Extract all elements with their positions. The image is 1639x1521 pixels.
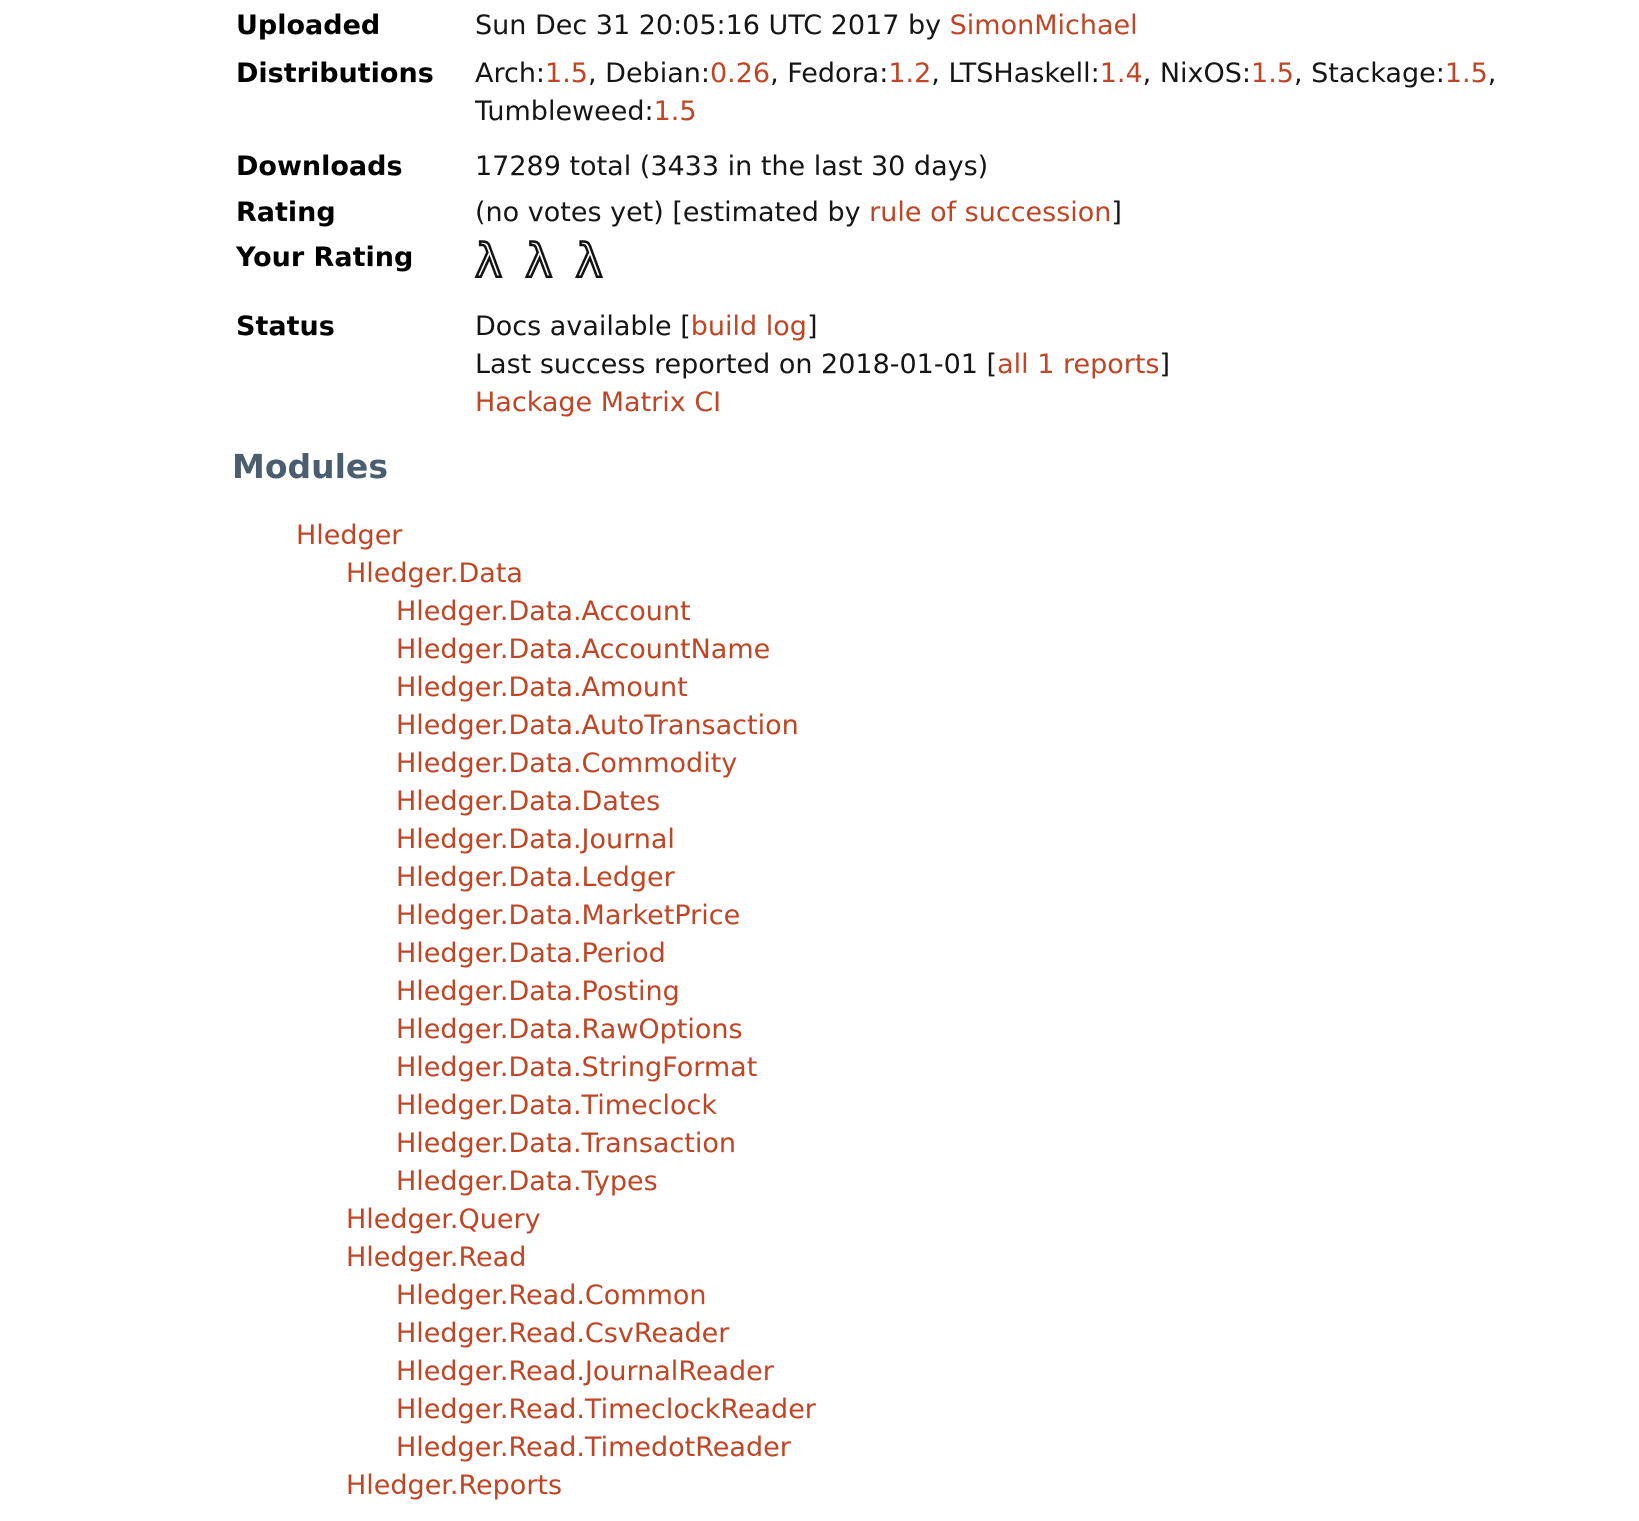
module-link[interactable]: Hledger.Query xyxy=(346,1204,541,1235)
distribution-version-link[interactable]: 1.5 xyxy=(545,58,588,89)
distribution-name: Stackage: xyxy=(1311,58,1445,89)
status-text: ] xyxy=(806,311,818,342)
distribution-name: NixOS: xyxy=(1159,58,1252,89)
module-link[interactable]: Hledger.Reports xyxy=(346,1470,563,1501)
module-link[interactable]: Hledger.Data.Amount xyxy=(396,672,688,703)
module-tree-item xyxy=(232,1125,1639,1163)
property-row-rating xyxy=(236,191,1600,237)
distribution-name: LTSHaskell: xyxy=(948,58,1100,89)
status-line xyxy=(475,384,1600,422)
rating-label: Rating xyxy=(236,197,336,228)
module-tree-item xyxy=(232,1277,1639,1315)
module-tree-item xyxy=(232,631,1639,669)
property-row-downloads xyxy=(236,143,1600,191)
distribution-version-link[interactable]: 1.5 xyxy=(653,96,697,127)
status-link[interactable]: build log xyxy=(690,311,807,342)
module-tree-item xyxy=(232,897,1639,935)
module-tree-item xyxy=(232,1239,1639,1277)
your-rating-value xyxy=(475,234,1600,298)
module-link[interactable]: Hledger.Read.TimeclockReader xyxy=(396,1394,816,1425)
module-tree-item xyxy=(232,1429,1639,1467)
module-tree-item xyxy=(232,593,1639,631)
distribution-name: Arch: xyxy=(475,58,546,89)
property-row-distributions xyxy=(236,50,1600,143)
uploader-link[interactable]: SimonMichael xyxy=(949,10,1138,41)
distribution-version-link[interactable]: 1.2 xyxy=(888,58,932,89)
module-tree xyxy=(232,517,1639,1505)
module-tree-item xyxy=(232,973,1639,1011)
distribution-separator: , xyxy=(1142,58,1160,89)
status-link[interactable]: all 1 reports xyxy=(997,349,1160,380)
distributions-value xyxy=(475,50,1600,143)
module-link[interactable]: Hledger.Read.TimedotReader xyxy=(396,1432,791,1463)
distribution-separator: , xyxy=(1487,58,1497,89)
status-link[interactable]: Hackage Matrix CI xyxy=(475,387,722,418)
distribution-separator: , xyxy=(931,58,949,89)
lambda-rating-icon[interactable]: λ xyxy=(475,234,503,288)
property-row-your-rating xyxy=(236,237,1600,298)
downloads-label: Downloads xyxy=(236,151,403,182)
module-tree-item xyxy=(232,1391,1639,1429)
status-label: Status xyxy=(236,311,335,342)
module-tree-item xyxy=(232,821,1639,859)
distribution-version-link[interactable]: 1.5 xyxy=(1444,58,1488,89)
module-link[interactable]: Hledger.Data.Journal xyxy=(396,824,675,855)
uploaded-text: Sun Dec 31 20:05:16 UTC 2017 by xyxy=(475,10,950,41)
uploaded-label: Uploaded xyxy=(236,10,381,41)
module-link[interactable]: Hledger.Read xyxy=(346,1242,527,1273)
distribution-separator: , xyxy=(587,58,606,89)
module-tree-item xyxy=(232,669,1639,707)
distribution-name: Fedora: xyxy=(787,58,889,89)
module-link[interactable]: Hledger.Data.Dates xyxy=(396,786,661,817)
status-value xyxy=(475,298,1600,427)
distribution-name: Tumbleweed: xyxy=(475,96,654,127)
module-tree-item xyxy=(232,1087,1639,1125)
rating-value xyxy=(475,191,1600,237)
status-line xyxy=(475,308,1600,346)
lambda-rating-icon[interactable]: λ xyxy=(575,234,603,288)
status-line xyxy=(475,346,1600,384)
module-tree-item xyxy=(232,1315,1639,1353)
module-tree-item xyxy=(232,555,1639,593)
module-tree-item xyxy=(232,1201,1639,1239)
uploaded-value xyxy=(475,2,1600,50)
module-tree-item xyxy=(232,1163,1639,1201)
status-text: Last success reported on 2018-01-01 [ xyxy=(475,349,998,380)
rating-text-before: (no votes yet) [estimated by xyxy=(475,197,870,228)
module-link[interactable]: Hledger.Data.AutoTransaction xyxy=(396,710,799,741)
module-link[interactable]: Hledger.Read.JournalReader xyxy=(396,1356,774,1387)
distribution-separator: , xyxy=(1293,58,1312,89)
property-row-status xyxy=(236,298,1600,427)
module-link[interactable]: Hledger.Data.RawOptions xyxy=(396,1014,743,1045)
distribution-version-link[interactable]: 1.4 xyxy=(1099,58,1143,89)
distribution-version-link[interactable]: 0.26 xyxy=(709,58,771,89)
module-tree-item xyxy=(232,707,1639,745)
distribution-version-link[interactable]: 1.5 xyxy=(1251,58,1294,89)
downloads-value: 17289 total (3433 in the last 30 days) xyxy=(475,151,989,182)
status-text: ] xyxy=(1159,349,1171,380)
module-link[interactable]: Hledger.Data.Posting xyxy=(396,976,680,1007)
rule-of-succession-link[interactable]: rule of succession xyxy=(869,197,1112,228)
rating-text-after: ] xyxy=(1111,197,1122,228)
distributions-label: Distributions xyxy=(236,58,434,89)
property-row-uploaded xyxy=(236,2,1600,50)
module-link[interactable]: Hledger.Data.AccountName xyxy=(396,634,771,665)
module-tree-item xyxy=(232,1049,1639,1087)
module-link[interactable]: Hledger.Data.Transaction xyxy=(396,1128,737,1159)
module-tree-item xyxy=(232,935,1639,973)
module-link[interactable]: Hledger.Data xyxy=(346,558,523,589)
your-rating-label: Your Rating xyxy=(236,242,414,273)
modules-heading: Modules xyxy=(232,447,388,486)
module-link[interactable]: Hledger.Read.Common xyxy=(396,1280,707,1311)
module-tree-item xyxy=(232,783,1639,821)
module-link[interactable]: Hledger.Data.Types xyxy=(396,1166,658,1197)
module-link[interactable]: Hledger xyxy=(296,520,403,551)
status-text: Docs available [ xyxy=(475,311,691,342)
module-link[interactable]: Hledger.Data.StringFormat xyxy=(396,1052,758,1083)
distribution-separator: , xyxy=(770,58,788,89)
module-tree-item xyxy=(232,1353,1639,1391)
module-tree-item xyxy=(232,1011,1639,1049)
module-tree-item xyxy=(232,517,1639,555)
distribution-name: Debian: xyxy=(605,58,710,89)
package-page xyxy=(0,2,1639,1505)
module-link[interactable]: Hledger.Data.Period xyxy=(396,938,666,969)
module-link[interactable]: Hledger.Read.CsvReader xyxy=(396,1318,730,1349)
module-link[interactable]: Hledger.Data.MarketPrice xyxy=(396,900,741,931)
package-properties-table xyxy=(236,2,1600,427)
module-link[interactable]: Hledger.Data.Account xyxy=(396,596,691,627)
module-link[interactable]: Hledger.Data.Timeclock xyxy=(396,1090,717,1121)
module-link[interactable]: Hledger.Data.Commodity xyxy=(396,748,738,779)
module-link[interactable]: Hledger.Data.Ledger xyxy=(396,862,675,893)
module-tree-item xyxy=(232,745,1639,783)
module-tree-item xyxy=(232,1467,1639,1505)
lambda-rating-icon[interactable]: λ xyxy=(525,234,553,288)
module-tree-item xyxy=(232,859,1639,897)
